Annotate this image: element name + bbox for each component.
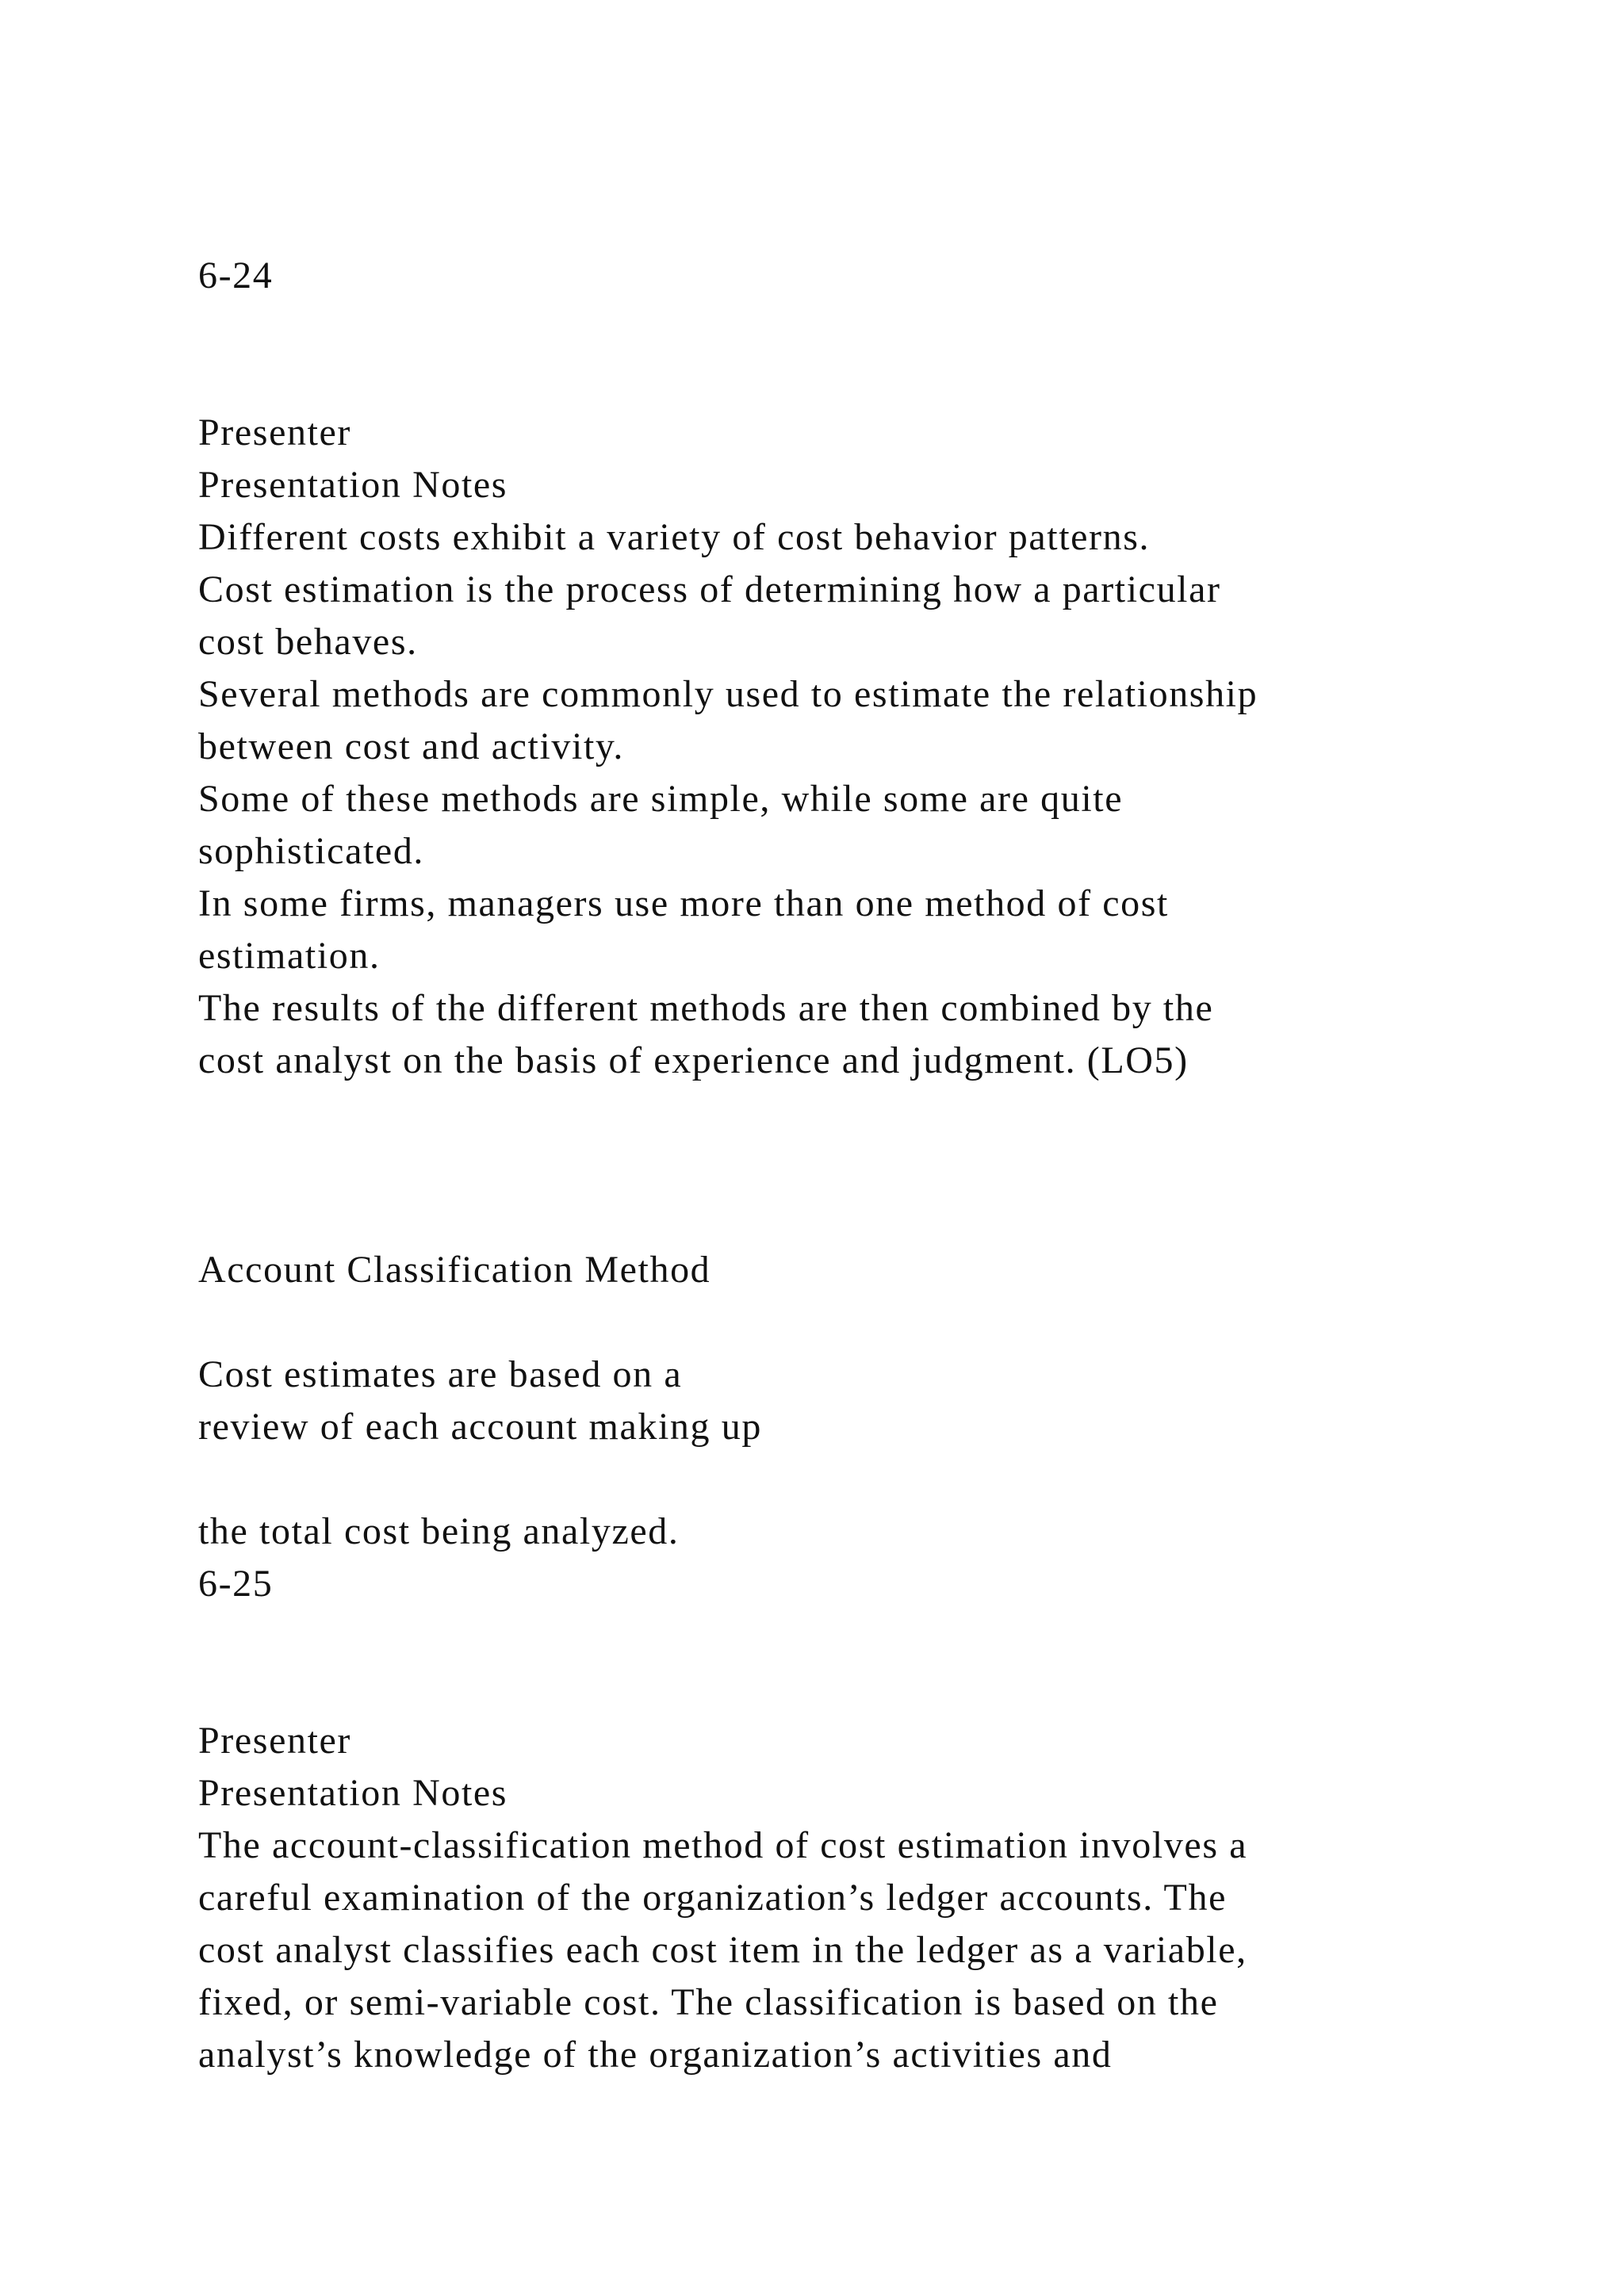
notes-line: cost behaves. <box>198 621 418 663</box>
notes-title: Presentation Notes <box>198 464 508 506</box>
notes-line: cost analyst classifies each cost item in the ledger as a variable, <box>198 1929 1247 1971</box>
notes-line: cost analyst on the basis of experience and judgment. (LO5) <box>198 1039 1189 1081</box>
slide-body-line: the total cost being analyzed. <box>198 1510 680 1552</box>
notes-line: between cost and activity. <box>198 725 624 767</box>
slide-title: Account Classification Method <box>198 1249 711 1291</box>
notes-line: The account-classification method of cost estimation involves a <box>198 1824 1248 1866</box>
notes-line: The results of the different methods are then combined by the <box>198 987 1214 1029</box>
notes-line: estimation. <box>198 935 381 977</box>
slide-number: 6-25 <box>198 1563 274 1605</box>
presenter-label: Presenter <box>198 411 351 453</box>
notes-line: Different costs exhibit a variety of cost behavior patterns. <box>198 516 1151 558</box>
notes-title: Presentation Notes <box>198 1772 508 1814</box>
notes-line: Several methods are commonly used to estimate the relationship <box>198 673 1258 715</box>
notes-line: careful examination of the organization’s ledger accounts. The <box>198 1877 1227 1919</box>
notes-line: In some firms, managers use more than one method of cost <box>198 882 1169 924</box>
notes-line: Cost estimation is the process of determining how a particular <box>198 568 1221 610</box>
presenter-label: Presenter <box>198 1720 351 1762</box>
notes-line: Some of these methods are simple, while some are quite <box>198 778 1124 820</box>
notes-line: fixed, or semi-variable cost. The classification is based on the <box>198 1981 1219 2023</box>
slide-body-line: Cost estimates are based on a <box>198 1353 683 1395</box>
notes-line: sophisticated. <box>198 830 425 872</box>
slide-number: 6-24 <box>198 254 274 297</box>
notes-line: analyst’s knowledge of the organization’s activities and <box>198 2034 1113 2076</box>
slide-body-line: review of each account making up <box>198 1406 762 1448</box>
